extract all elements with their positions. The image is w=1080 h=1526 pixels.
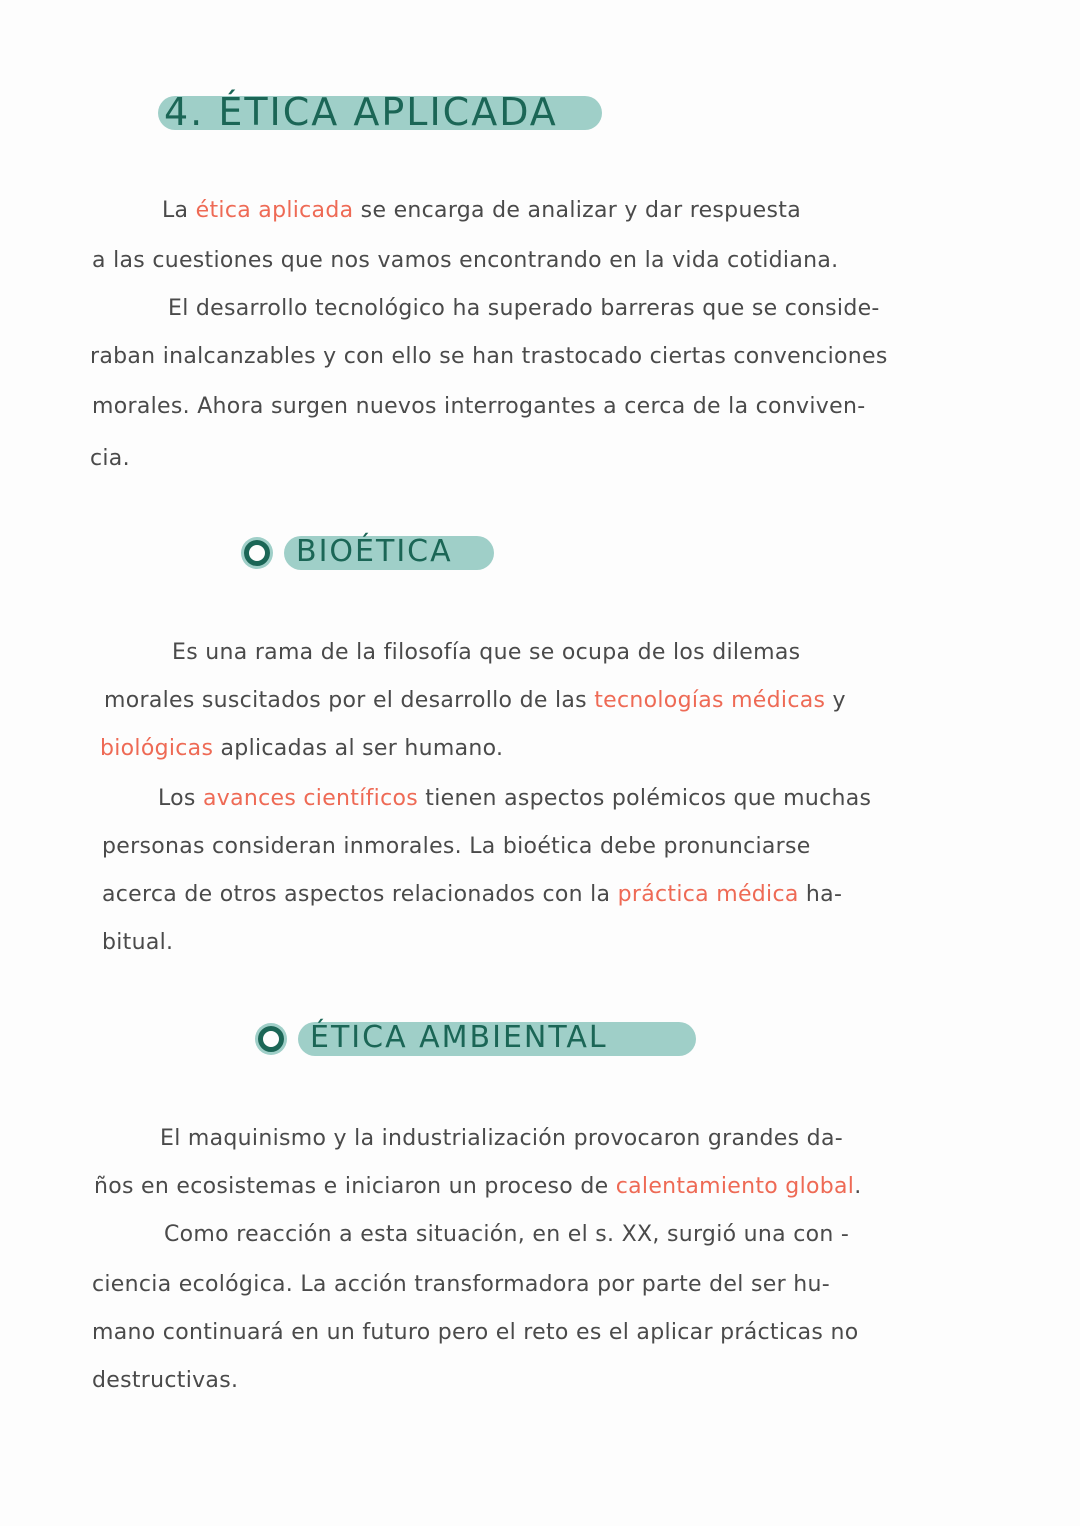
- text-line: La ética aplicada se encarga de analizar y dar respuesta: [162, 198, 801, 223]
- text-line: raban inalcanzables y con ello se han trastocado ciertas convenciones: [90, 344, 888, 369]
- text-line: morales. Ahora surgen nuevos interrogantes a cerca de la conviven-: [92, 394, 866, 419]
- highlighted-term: ética aplicada: [195, 198, 354, 223]
- highlighted-term: biológicas: [100, 736, 214, 761]
- text-line: a las cuestiones que nos vamos encontrando en la vida cotidiana.: [92, 248, 839, 273]
- text-line: Los avances científicos tienen aspectos polémicos que muchas: [158, 786, 872, 811]
- circle-bullet-icon: [258, 1026, 284, 1052]
- page-title-text: 4. ÉTICA APLICADA: [164, 90, 558, 134]
- text-line: El maquinismo y la industrialización provocaron grandes da-: [160, 1126, 843, 1151]
- highlighted-term: tecnologías médicas: [594, 688, 826, 713]
- heading-highlight: ÉTICA AMBIENTAL: [298, 1022, 696, 1056]
- circle-bullet-icon: [244, 540, 270, 566]
- section-heading-bioetica: [244, 533, 494, 570]
- page-title: [158, 84, 558, 132]
- text-line: destructivas.: [92, 1368, 239, 1393]
- section-heading-etica-ambiental: [258, 1019, 696, 1056]
- text-line: biológicas aplicadas al ser humano.: [100, 736, 504, 761]
- text-line: morales suscitados por el desarrollo de las tecnologías médicas y: [104, 688, 846, 713]
- text-line: El desarrollo tecnológico ha superado barreras que se conside-: [168, 296, 880, 321]
- heading-highlight: BIOÉTICA: [284, 536, 494, 570]
- text-line: ños en ecosistemas e iniciaron un proceso de calentamiento global.: [94, 1174, 862, 1199]
- highlighted-term: práctica médica: [617, 882, 799, 907]
- text-line: Es una rama de la filosofía que se ocupa de los dilemas: [172, 640, 801, 665]
- text-line: mano continuará en un futuro pero el reto es el aplicar prácticas no: [92, 1320, 859, 1345]
- text-line: cia.: [90, 446, 130, 471]
- text-line: ciencia ecológica. La acción transformadora por parte del ser hu-: [92, 1272, 830, 1297]
- text-line: Como reacción a esta situación, en el s. XX, surgió una con -: [164, 1222, 850, 1247]
- highlighted-term: avances científicos: [203, 786, 419, 811]
- text-line: acerca de otros aspectos relacionados con la práctica médica ha-: [102, 882, 843, 907]
- highlighted-term: calentamiento global: [615, 1174, 855, 1199]
- text-line: bitual.: [102, 930, 174, 955]
- text-line: personas consideran inmorales. La bioética debe pronunciarse: [102, 834, 811, 859]
